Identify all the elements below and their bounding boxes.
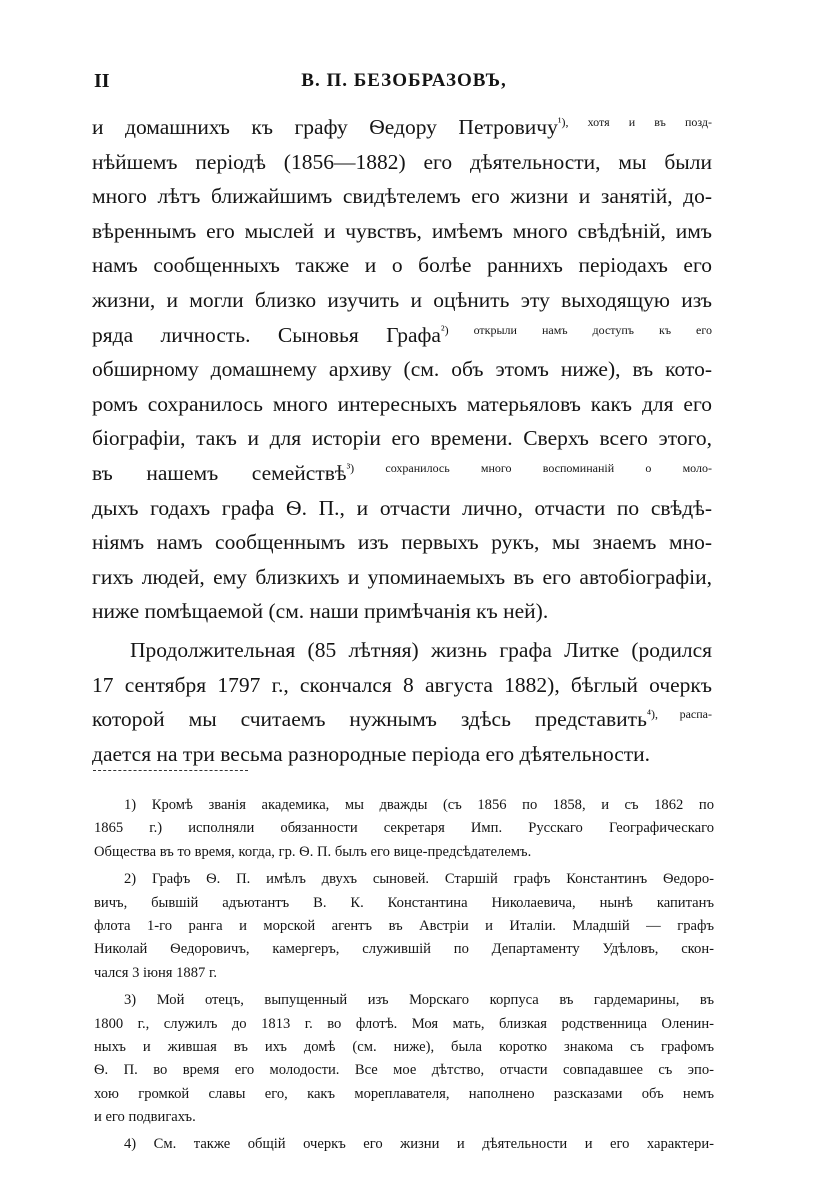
footnote-ref-2[interactable]: ²) открыли намъ доступъ къ его [440, 322, 712, 337]
text-line: дается на три весьма разнородные періода его дѣятельности. [92, 741, 651, 766]
footnote-line: 1) Кромѣ званія академика, мы дважды (съ 1856 по 1858, и съ 1862 по [124, 797, 714, 813]
footnote-line: флота 1-го ранга и морской агентъ въ Австріи и Италіи. Младшій — графъ [94, 917, 714, 934]
footnote-line: 1865 г.) исполняли обязанности секретаря Имп. Русскаго Географическаго [94, 820, 714, 837]
footnote-ref-4[interactable]: ⁴), распа- [646, 707, 712, 722]
footnote-ref-3[interactable]: ³) сохранилось много воспоминаній о моло- [346, 460, 712, 475]
text-line: нѣйшемъ періодѣ (1856—1882) его дѣятельности, мы были [92, 149, 712, 174]
text-line: вѣреннымъ его мыслей и чувствъ, имѣемъ много свѣдѣній, имъ [92, 218, 712, 243]
text-line: въ нашемъ семействѣ$^{^3) сохранилось много воспоминаній о моло-}$ [92, 460, 712, 485]
paragraph-1 [92, 110, 712, 629]
footnote-line: Ѳ. П. во время его молодости. Все мое дѣтство, отчасти совпадавшее съ эпо- [94, 1062, 714, 1079]
footnote-ref-1[interactable]: ¹), хотя и въ позд- [557, 115, 712, 129]
text-line: жизни, и могли близко изучить и оцѣнить эту выходящую изъ [92, 287, 712, 312]
text-line: ниже помѣщаемой (см. наши примѣчанія къ ней). [92, 599, 549, 624]
text-line: намъ сообщенныхъ также и о болѣе раннихъ періодахъ его [92, 253, 712, 278]
footnote-line: хою громкой славы его, какъ мореплавателя, наполнено разсказами объ немъ [94, 1085, 714, 1102]
text-line: которой мы считаемъ нужнымъ здѣсь представить$^{^4), распа-}$ [92, 707, 712, 732]
text-line: ромъ сохранилось много интересныхъ матерьяловъ какъ для его [92, 391, 712, 416]
text-line: ряда личность. Сыновья Графа$^{^2) открыли намъ доступъ къ его}$ [92, 322, 712, 347]
page-number: II [94, 70, 110, 92]
text-line: дыхъ годахъ графа Ѳ. П., и отчасти лично, отчасти по свѣдѣ- [92, 495, 712, 520]
footnotes [94, 794, 714, 1157]
main-text [92, 110, 712, 771]
footnote-line: ныхъ и жившая въ ихъ домѣ (см. ниже), была коротко знакома съ графомъ [94, 1038, 714, 1055]
footnote-4 [94, 1133, 714, 1156]
text-line: Продолжительная (85 лѣтняя) жизнь графа Литке (родился [130, 637, 712, 662]
footnote-line: 3) Мой отецъ, выпущенный изъ Морскаго корпуса въ гардемарины, въ [124, 992, 714, 1009]
text-line: гихъ людей, ему близкихъ и упоминаемыхъ въ его автобіографіи, [92, 564, 712, 589]
footnote-1 [94, 794, 714, 864]
text-line: много лѣтъ ближайшимъ свидѣтелемъ его жизни и занятій, до- [92, 184, 712, 209]
text-line: ніямъ намъ сообщеннымъ изъ первыхъ рукъ, мы знаемъ мно- [92, 530, 712, 555]
footnote-line: Общества въ то время, когда, гр. Ѳ. П. былъ его вице-предсѣдателемъ. [94, 843, 532, 860]
footnote-line: 2) Графъ Ѳ. П. имѣлъ двухъ сыновей. Старшій графъ Константинъ Ѳедоро- [124, 871, 714, 888]
footnote-line: чался 3 іюня 1887 г. [94, 964, 217, 981]
running-title: В. П. БЕЗОБРАЗОВЪ, [301, 70, 507, 91]
footnote-separator [93, 770, 248, 771]
text-line: 17 сентября 1797 г., скончался 8 августа 1882), бѣглый очеркъ [92, 672, 712, 697]
footnote-line: 1800 г., служилъ до 1813 г. во флотѣ. Моя мать, близкая родственница Оленин- [94, 1015, 714, 1032]
footnote-2 [94, 868, 714, 985]
text-line: обширному домашнему архиву (см. объ этомъ ниже), въ кото- [92, 357, 712, 382]
footnote-line: вичъ, бывшій адъютантъ В. К. Константина Николаевича, нынѣ капитанъ [94, 894, 714, 911]
text-line: біографіи, такъ и для исторіи его времени. Сверхъ всего этого, [92, 426, 712, 451]
footnote-line: 4) См. также общій очеркъ его жизни и дѣятельности и его характери- [124, 1136, 714, 1153]
footnote-3 [94, 989, 714, 1129]
footnote-line: Николай Ѳедоровичъ, камергеръ, служившій по Департаменту Удѣловъ, скон- [94, 941, 714, 958]
page-header [94, 70, 714, 100]
paragraph-2 [92, 633, 712, 771]
footnote-line: и его подвигахъ. [94, 1109, 196, 1126]
text-line: и домашнихъ къ графу Ѳедору Петровичу$^{^1), хотя и въ позд-}$ [92, 115, 712, 139]
